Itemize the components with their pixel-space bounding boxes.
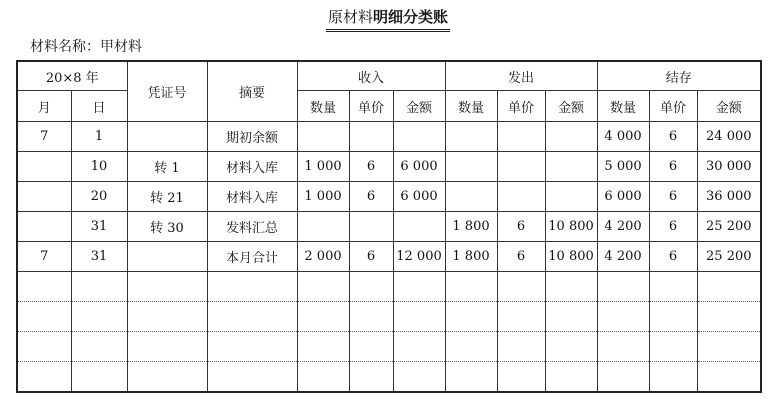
cell-out-amount xyxy=(545,122,597,152)
cell-month xyxy=(17,152,71,182)
cell-out-qty xyxy=(445,152,497,182)
header-bal-amount: 金额 xyxy=(697,91,761,122)
cell-voucher: 转 21 xyxy=(127,182,207,212)
cell-out-amount xyxy=(545,152,597,182)
cell-bal-qty: 4 000 xyxy=(597,122,649,152)
title-part2: 明细分类账 xyxy=(373,8,449,26)
cell-in-amount xyxy=(393,122,445,152)
cell-bal-price: 6 xyxy=(649,212,697,242)
cell-day: 1 xyxy=(71,122,127,152)
cell-in-price: 6 xyxy=(349,182,393,212)
cell-in-qty: 1 000 xyxy=(297,182,349,212)
cell-day: 31 xyxy=(71,242,127,272)
cell-out-qty: 1 800 xyxy=(445,242,497,272)
cell-out-price xyxy=(497,182,545,212)
cell-in-price: 6 xyxy=(349,242,393,272)
cell-bal-amount: 24 000 xyxy=(697,122,761,152)
cell-out-qty: 1 800 xyxy=(445,212,497,242)
cell-summary: 材料入库 xyxy=(207,152,297,182)
cell-in-qty: 2 000 xyxy=(297,242,349,272)
header-bal-qty: 数量 xyxy=(597,91,649,122)
header-balance: 结存 xyxy=(597,61,761,91)
cell-in-price xyxy=(349,122,393,152)
cell-out-price: 6 xyxy=(497,242,545,272)
cell-in-qty: 1 000 xyxy=(297,152,349,182)
empty-row xyxy=(17,272,761,302)
cell-voucher: 转 30 xyxy=(127,212,207,242)
cell-bal-qty: 6 000 xyxy=(597,182,649,212)
ledger-table xyxy=(16,60,762,393)
cell-bal-price: 6 xyxy=(649,242,697,272)
header-month: 月 xyxy=(17,91,71,122)
ledger-title xyxy=(0,6,776,32)
cell-bal-amount: 30 000 xyxy=(697,152,761,182)
empty-row xyxy=(17,332,761,362)
total-row xyxy=(17,242,761,272)
cell-day: 31 xyxy=(71,212,127,242)
empty-row xyxy=(17,302,761,332)
cell-out-price xyxy=(497,152,545,182)
cell-voucher xyxy=(127,242,207,272)
title-part1: 原材料 xyxy=(327,8,373,26)
table-row xyxy=(17,152,761,182)
cell-month xyxy=(17,182,71,212)
cell-in-amount: 6 000 xyxy=(393,182,445,212)
cell-summary: 材料入库 xyxy=(207,182,297,212)
cell-out-qty xyxy=(445,122,497,152)
material-name: 材料名称：甲材料 xyxy=(30,39,142,55)
header-income: 收入 xyxy=(297,61,445,91)
header-in-qty: 数量 xyxy=(297,91,349,122)
cell-bal-amount: 36 000 xyxy=(697,182,761,212)
header-out-qty: 数量 xyxy=(445,91,497,122)
cell-bal-price: 6 xyxy=(649,122,697,152)
header-bal-price: 单价 xyxy=(649,91,697,122)
cell-out-qty xyxy=(445,182,497,212)
cell-bal-amount: 25 200 xyxy=(697,242,761,272)
header-in-price: 单价 xyxy=(349,91,393,122)
cell-out-amount xyxy=(545,182,597,212)
cell-summary: 发料汇总 xyxy=(207,212,297,242)
cell-month: 7 xyxy=(17,242,71,272)
cell-in-price xyxy=(349,212,393,242)
cell-out-amount: 10 800 xyxy=(545,242,597,272)
cell-voucher xyxy=(127,122,207,152)
cell-summary: 本月合计 xyxy=(207,242,297,272)
cell-bal-price: 6 xyxy=(649,182,697,212)
cell-in-qty xyxy=(297,212,349,242)
cell-summary: 期初余额 xyxy=(207,122,297,152)
table-row xyxy=(17,182,761,212)
cell-bal-qty: 5 000 xyxy=(597,152,649,182)
table-row xyxy=(17,122,761,152)
cell-day: 10 xyxy=(71,152,127,182)
cell-bal-qty: 4 200 xyxy=(597,212,649,242)
cell-bal-amount: 25 200 xyxy=(697,212,761,242)
header-voucher: 凭证号 xyxy=(127,61,207,122)
header-out-amount: 金额 xyxy=(545,91,597,122)
cell-out-price: 6 xyxy=(497,212,545,242)
cell-out-price xyxy=(497,122,545,152)
cell-month: 7 xyxy=(17,122,71,152)
cell-in-qty xyxy=(297,122,349,152)
empty-row xyxy=(17,362,761,393)
cell-day: 20 xyxy=(71,182,127,212)
header-out-price: 单价 xyxy=(497,91,545,122)
header-issue: 发出 xyxy=(445,61,597,91)
cell-in-amount: 6 000 xyxy=(393,152,445,182)
table-row xyxy=(17,212,761,242)
cell-voucher: 转 1 xyxy=(127,152,207,182)
cell-in-amount: 12 000 xyxy=(393,242,445,272)
header-day: 日 xyxy=(71,91,127,122)
header-year: 20×8 年 xyxy=(17,61,127,91)
header-summary: 摘要 xyxy=(207,61,297,122)
cell-bal-qty: 4 200 xyxy=(597,242,649,272)
cell-in-price: 6 xyxy=(349,152,393,182)
cell-bal-price: 6 xyxy=(649,152,697,182)
cell-month xyxy=(17,212,71,242)
header-in-amount: 金额 xyxy=(393,91,445,122)
cell-out-amount: 10 800 xyxy=(545,212,597,242)
cell-in-amount xyxy=(393,212,445,242)
